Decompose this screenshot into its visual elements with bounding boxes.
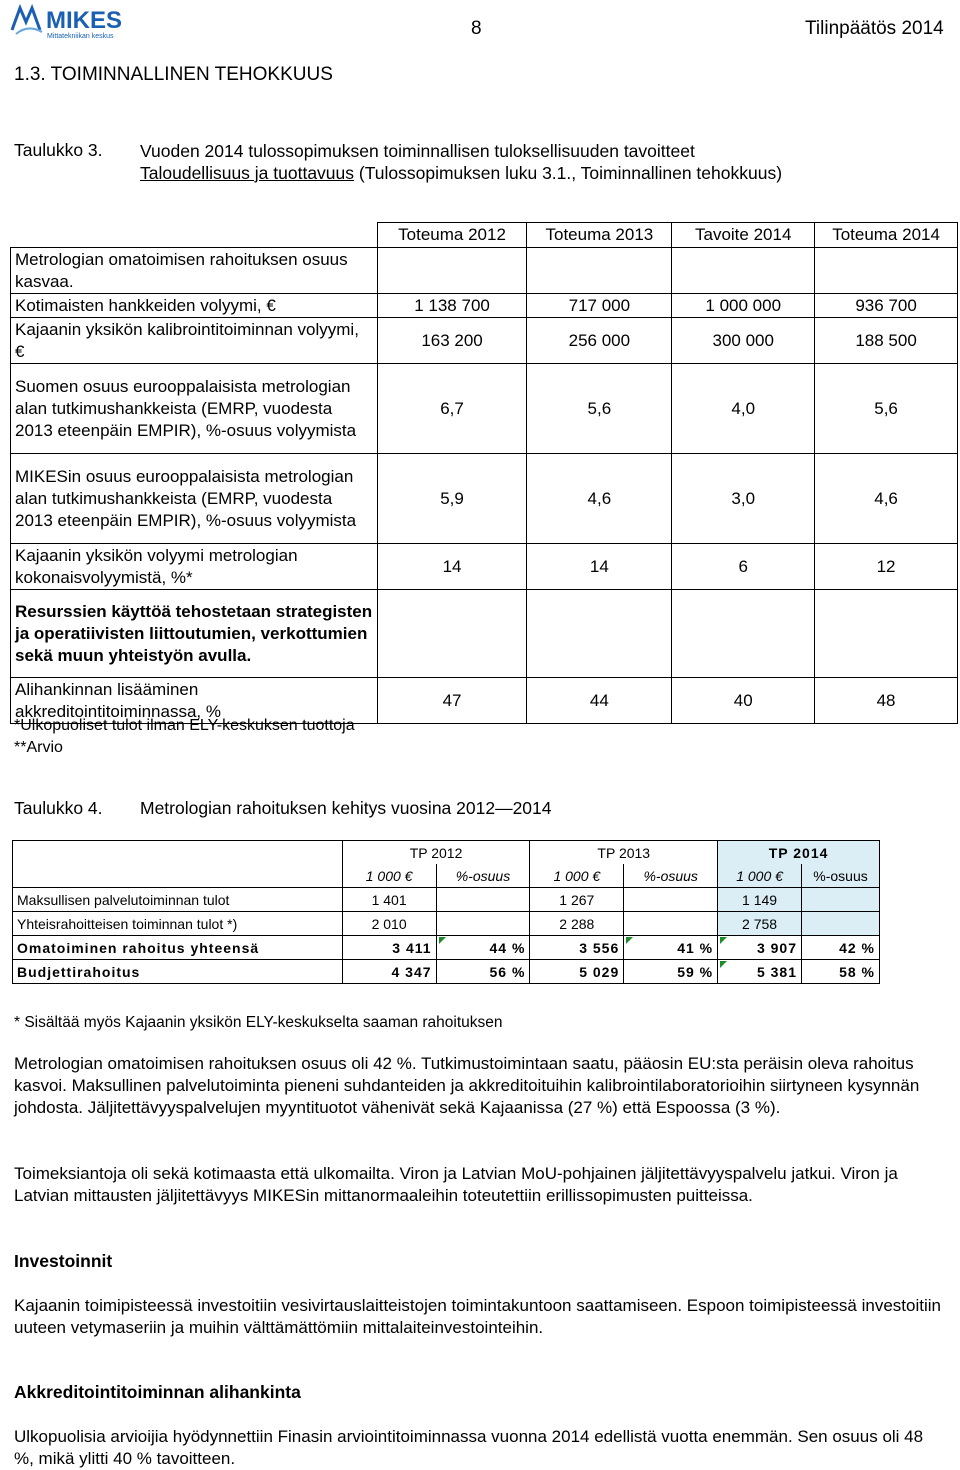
- paragraph: Metrologian omatoimisen rahoituksen osuus oli 42 %. Tutkimustoimintaan saatu, pääosin EU:sta peräisin oleva rahoitus kasvoi. Maksullinen palvelutoiminta pieneni suhdanteiden ja akkreditoituihin kalibrointilaboratorioihin siirtyneen kysynnän johdosta. Jäljitettävyyspalvelujen myyntituotot vähenivät sekä Kajaanissa (27 %) että Espoossa (3 %).: [14, 1054, 920, 1117]
- subheading-akkreditointi: Akkreditointitoiminnan alihankinta: [14, 1382, 301, 1402]
- cell: 936 700: [815, 294, 958, 318]
- table3-col-header: Tavoite 2014: [672, 223, 815, 248]
- row-label: Kotimaisten hankkeiden volyymi, €: [11, 294, 378, 318]
- cell: 3 556: [530, 936, 624, 960]
- logo-subtitle: Mittatekniikan keskus: [47, 33, 114, 40]
- cell: [624, 912, 718, 936]
- table3-section-row: [11, 590, 958, 678]
- table3-caption-line1: Vuoden 2014 tulossopimuksen toiminnallisen tuloksellisuuden tavoitteet: [140, 141, 695, 161]
- table3-header-row: [11, 223, 958, 248]
- table-row: [13, 936, 880, 960]
- table4-caption: [14, 798, 814, 822]
- cell: 2 010: [342, 912, 436, 936]
- row-label: Maksullisen palvelutoiminnan tulot: [13, 888, 343, 912]
- logo-text: MIKES: [46, 7, 123, 34]
- cell: 3 907: [718, 936, 802, 960]
- table3-corner: [11, 223, 378, 248]
- table-row: [11, 294, 958, 318]
- cell: 44 %: [436, 936, 530, 960]
- table-row: [13, 888, 880, 912]
- cell: 4,6: [815, 454, 958, 544]
- cell: 5 029: [530, 960, 624, 984]
- cell: [436, 912, 530, 936]
- cell: 2 758: [718, 912, 802, 936]
- cell: 58 %: [802, 960, 880, 984]
- table4-subheader: 1 000 €: [342, 864, 436, 888]
- table4-year-header: TP 2013: [530, 841, 718, 865]
- cell: 48: [815, 678, 958, 724]
- table4-corner-lower: [13, 864, 343, 888]
- cell: 4,0: [672, 364, 815, 454]
- cell: [436, 888, 530, 912]
- table3-note: **Arvio: [14, 739, 63, 756]
- cell: 42 %: [802, 936, 880, 960]
- cell: 1 401: [342, 888, 436, 912]
- cell: 1 149: [718, 888, 802, 912]
- cell: [624, 888, 718, 912]
- row-label: Kajaanin yksikön volyymi metrologian kokonaisvolyymistä, %*: [11, 544, 378, 590]
- cell: 188 500: [815, 318, 958, 364]
- table3: [10, 222, 958, 724]
- table4-corner: [13, 841, 343, 865]
- page-number: 8: [471, 18, 482, 39]
- cell: 1 138 700: [377, 294, 527, 318]
- table3-caption-underlined: Taloudellisuus ja tuottavuus: [140, 163, 355, 183]
- cell: 717 000: [527, 294, 672, 318]
- table4-subheader: 1 000 €: [530, 864, 624, 888]
- cell: 56 %: [436, 960, 530, 984]
- cell: 256 000: [527, 318, 672, 364]
- section-title: 1.3. TOIMINNALLINEN TEHOKKUUS: [14, 64, 333, 85]
- cell: 1 267: [530, 888, 624, 912]
- cell: 5,9: [377, 454, 527, 544]
- table-row: [11, 544, 958, 590]
- table4-subheader: 1 000 €: [718, 864, 802, 888]
- cell: 300 000: [672, 318, 815, 364]
- table3-section-heading: Resurssien käyttöä tehostetaan strategisten ja operatiivisten liittoutumien, verkottumien sekä muun yhteistyön avulla.: [11, 590, 378, 678]
- table3-caption-text: [140, 140, 782, 184]
- paragraph: Kajaanin toimipisteessä investoitiin vesivirtauslaitteistojen toimintakuntoon saattamiseen. Espoon toimipisteessä investoitiin uuteen vetymaseriin ja muihin välttämättömiin mittalaiteinvestointeihin.: [14, 1296, 941, 1337]
- table3-section-row: [11, 248, 958, 294]
- cell: 4 347: [342, 960, 436, 984]
- table-row: [11, 454, 958, 544]
- cell: 14: [527, 544, 672, 590]
- cell: 12: [815, 544, 958, 590]
- cell: 40: [672, 678, 815, 724]
- row-label: Omatoiminen rahoitus yhteensä: [13, 936, 343, 960]
- cell: 163 200: [377, 318, 527, 364]
- table4-subheader: %-osuus: [802, 864, 880, 888]
- table4: [12, 840, 880, 984]
- cell: [802, 912, 880, 936]
- table-row: [13, 912, 880, 936]
- cell: 41 %: [624, 936, 718, 960]
- table4-caption-text: Metrologian rahoituksen kehitys vuosina 2012—2014: [140, 798, 552, 818]
- table4-year-header: TP 2014: [718, 841, 880, 865]
- subheading-investoinnit: Investoinnit: [14, 1251, 113, 1271]
- row-label: Budjettirahoitus: [13, 960, 343, 984]
- cell: 6: [672, 544, 815, 590]
- table-row: [13, 960, 880, 984]
- table3-col-header: Toteuma 2013: [527, 223, 672, 248]
- cell: 5,6: [815, 364, 958, 454]
- table4-subheader: %-osuus: [436, 864, 530, 888]
- table3-col-header: Toteuma 2012: [377, 223, 527, 248]
- row-label: MIKESin osuus eurooppalaisista metrologian alan tutkimushankkeista (EMRP, vuodesta 2013 eteenpäin EMPIR), %-osuus volyymista: [11, 454, 378, 544]
- cell: 4,6: [527, 454, 672, 544]
- table4-year-header: TP 2012: [342, 841, 530, 865]
- table3-note: *Ulkopuoliset tulot ilman ELY-keskuksen tuottoja: [14, 717, 355, 734]
- cell: 3 411: [342, 936, 436, 960]
- table-row: [11, 318, 958, 364]
- cell: 44: [527, 678, 672, 724]
- paragraph: Ulkopuolisia arvioijia hyödynnettiin Finasin arviointitoiminnassa vuonna 2014 edellistä vuotta enemmän. Sen osuus oli 48 %, mikä ylitti 40 % tavoitteen.: [14, 1427, 924, 1468]
- table3-label: Taulukko 3.: [14, 140, 103, 160]
- table4-subheader-row: [13, 864, 880, 888]
- table4-label: Taulukko 4.: [14, 798, 103, 818]
- cell: 5,6: [527, 364, 672, 454]
- cell: 3,0: [672, 454, 815, 544]
- paragraph: Toimeksiantoja oli sekä kotimaasta että ulkomailta. Viron ja Latvian MoU-pohjainen jäljitettävyyspalvelu jatkui. Viron ja Latvian mittausten jäljitettävyys MIKESin mittanormaaleihin toteutettiin erillissopimusten puitteissa.: [14, 1164, 898, 1205]
- table3-section-heading: Metrologian omatoimisen rahoituksen osuus kasvaa.: [11, 248, 378, 294]
- table-row: [11, 364, 958, 454]
- row-label: Suomen osuus eurooppalaisista metrologian alan tutkimushankkeista (EMRP, vuodesta 2013 eteenpäin EMPIR), %-osuus volyymista: [11, 364, 378, 454]
- cell: 59 %: [624, 960, 718, 984]
- table3-caption-line2: [140, 162, 782, 184]
- table3-col-header: Toteuma 2014: [815, 223, 958, 248]
- cell: 47: [377, 678, 527, 724]
- table4-year-row: [13, 841, 880, 865]
- table4-subheader: %-osuus: [624, 864, 718, 888]
- cell: 2 288: [530, 912, 624, 936]
- mikes-logo: [10, 4, 145, 40]
- cell: 6,7: [377, 364, 527, 454]
- row-label: Kajaanin yksikön kalibrointitoiminnan volyymi, €: [11, 318, 378, 364]
- row-label: Yhteisrahoitteisen toiminnan tulot *): [13, 912, 343, 936]
- cell: 1 000 000: [672, 294, 815, 318]
- table3-caption: [14, 140, 914, 182]
- document-title: Tilinpäätös 2014: [805, 18, 944, 39]
- cell: 5 381: [718, 960, 802, 984]
- cell: 14: [377, 544, 527, 590]
- mikes-logo-icon: [10, 4, 145, 40]
- table3-caption-rest: (Tulossopimuksen luku 3.1., Toiminnallinen tehokkuus): [354, 163, 783, 183]
- row-label: Alihankinnan lisääminen akkreditointitoiminnassa, %: [11, 678, 378, 724]
- table4-footnote: * Sisältää myös Kajaanin yksikön ELY-keskukselta saaman rahoituksen: [14, 1014, 503, 1031]
- cell: [802, 888, 880, 912]
